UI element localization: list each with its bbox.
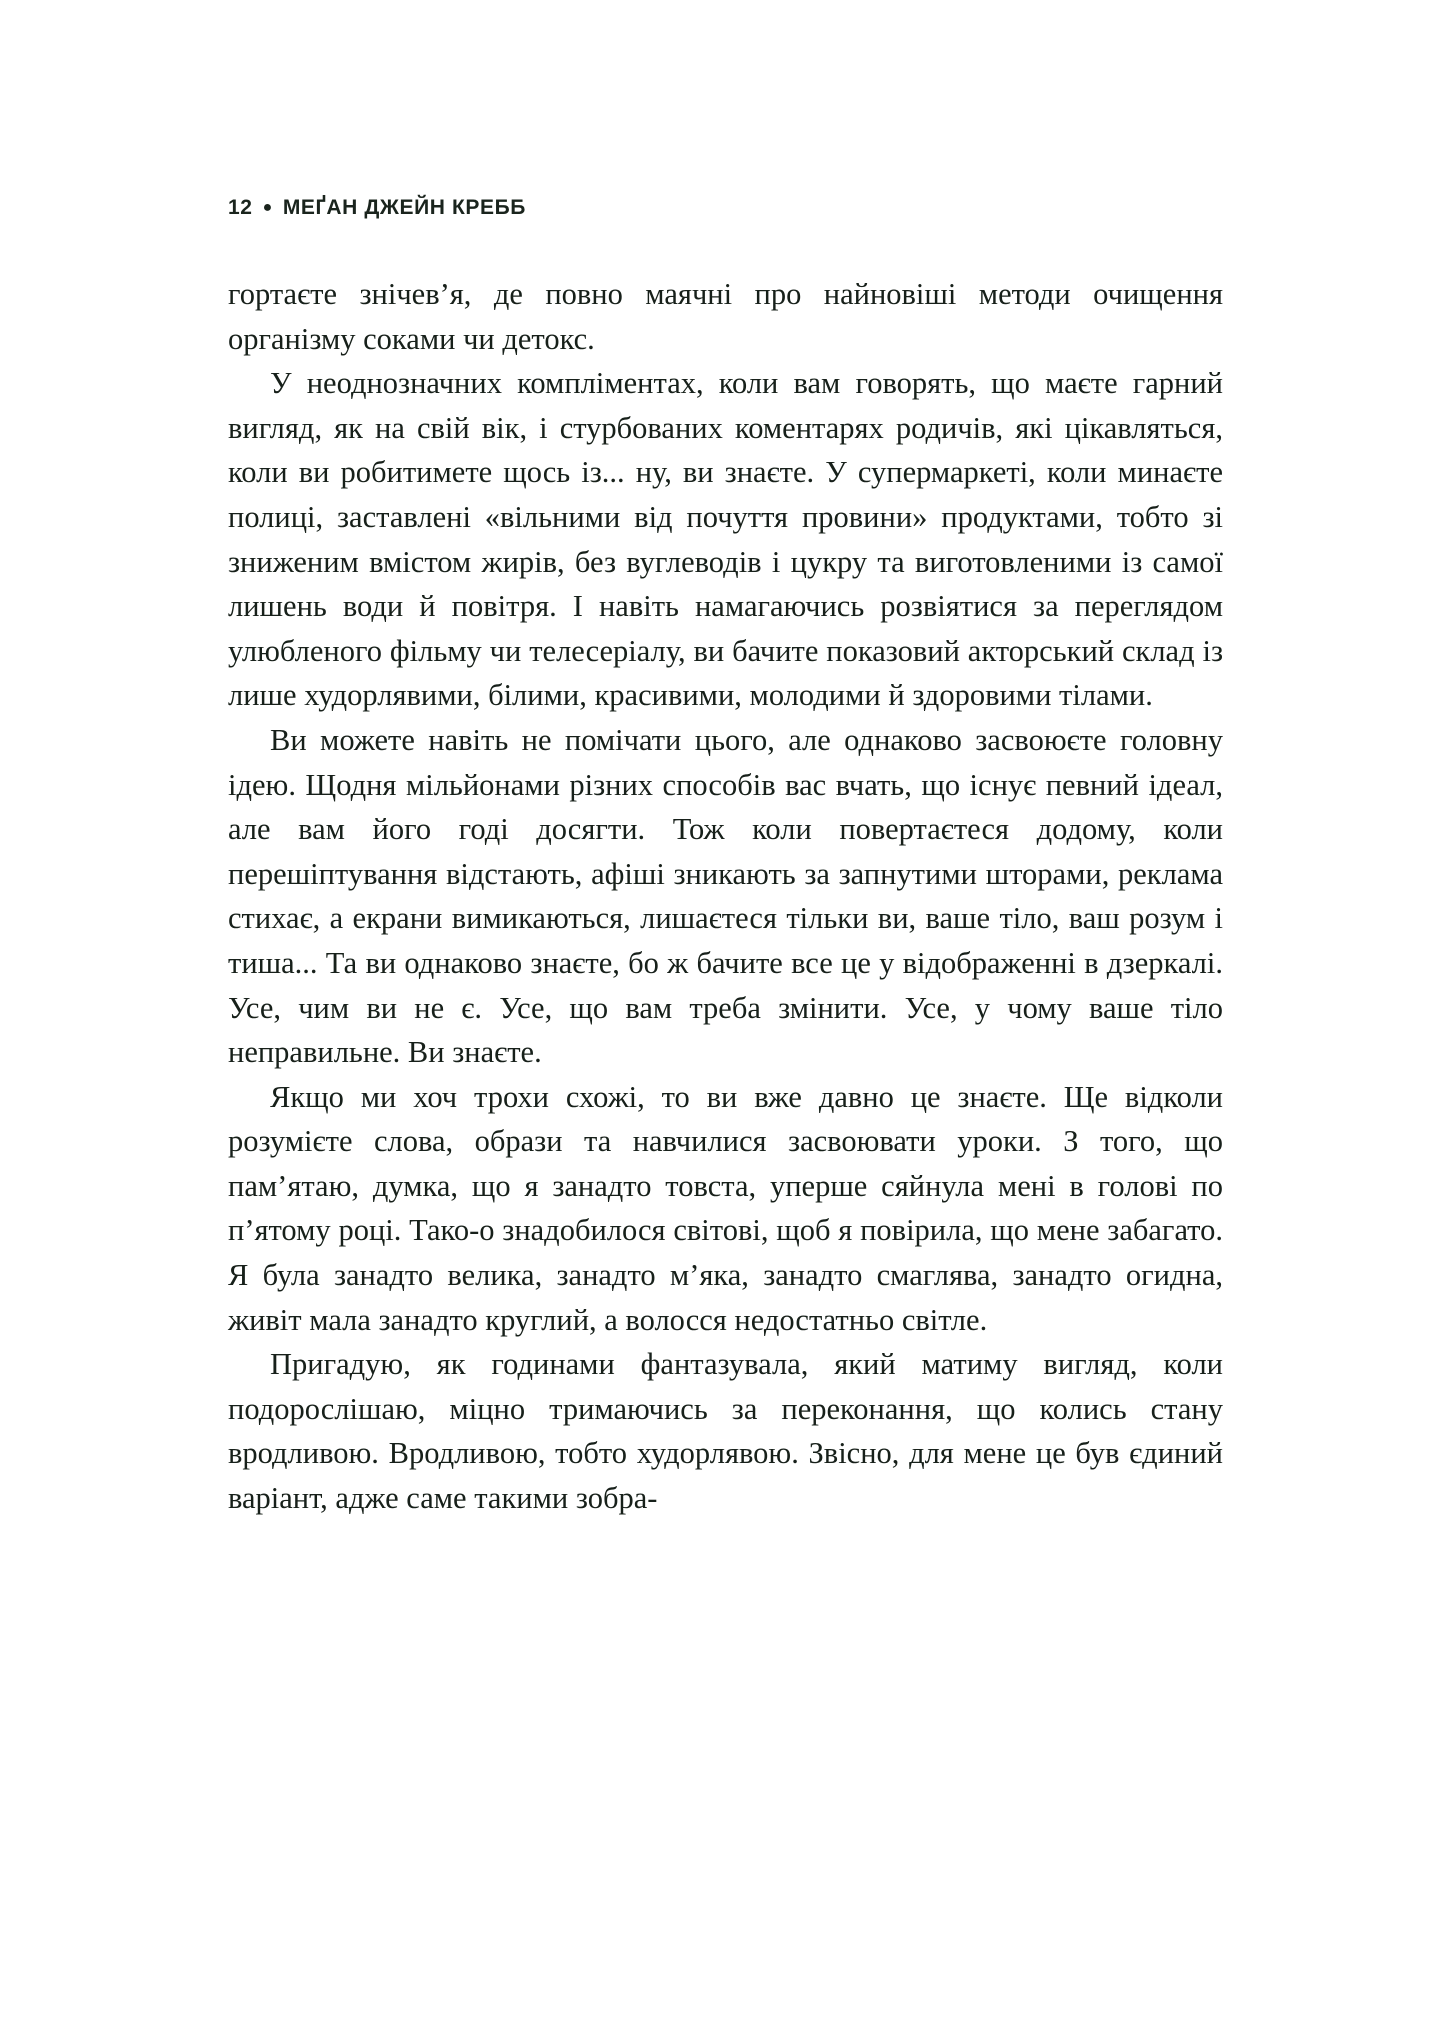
bullet-separator-icon: ● xyxy=(262,199,273,216)
paragraph: гортаєте знічев’я, де повно маячні про найновіші методи очищення організму соками чи детокс. xyxy=(228,277,1223,356)
body-text xyxy=(228,272,1223,1521)
page-number: 12 xyxy=(228,196,253,219)
paragraph: Якщо ми хоч трохи схожі, то ви вже давно це знаєте. Ще відколи розумієте слова, образи та навчилися засвоювати уроки. З того, що пам’ятаю, думка, що я занадто товста, уперше сяйнула мені в голові по п’ятому році. Тако-о знадобилося світові, щоб я повірила, що мене забагато. Я була занадто велика, занадто м’яка, занадто смаглява, занадто огидна, живіт мала занадто круглий, а волосся недостатньо світле. xyxy=(228,1079,1223,1337)
paragraph: Ви можете навіть не помічати цього, але однаково засвоюєте головну ідею. Щодня мільйонами різних способів вас вчать, що існує певний ідеал, але вам його годі досягти. Тож коли повертаєтеся додому, коли перешіптування відстають, афіші зникають за запнутими шторами, реклама стихає, а екрани вимикаються, лишаєтеся тільки ви, ваше тіло, ваш розум і тиша... Та ви однаково знаєте, бо ж бачите все це у відображенні в дзеркалі. Усе, чим ви не є. Усе, що вам треба змінити. Усе, у чому ваше тіло неправильне. Ви знаєте. xyxy=(228,722,1223,1070)
paragraph: У неоднозначних компліментах, коли вам говорять, що маєте гарний вигляд, як на свій вік, і стурбованих коментарях родичів, які цікавляться, коли ви робитимете щось із... ну, ви знаєте. У супермаркеті, коли минаєте полиці, заставлені «вільними від почуття провини» продуктами, тобто зі зниженим вмістом жирів, без вуглеводів і цукру та виготовленими із самої лишень води й повітря. І навіть намагаючись розвіятися за переглядом улюбленого фільму чи телесеріалу, ви бачите показовий акторський склад із лише худорлявими, білими, красивими, молодими й здоровими тілами. xyxy=(228,366,1223,713)
running-title: МЕҐАН ДЖЕЙН КРЕББ xyxy=(282,196,526,219)
running-head xyxy=(228,196,1228,220)
paragraph: Пригадую, як годинами фантазувала, який матиму вигляд, коли подорослішаю, міцно тримаючись за переконання, що колись стану вродливою. Вродливою, тобто худорлявою. Звісно, для мене це був єдиний варіант, адже саме такими зобра- xyxy=(228,1347,1223,1516)
